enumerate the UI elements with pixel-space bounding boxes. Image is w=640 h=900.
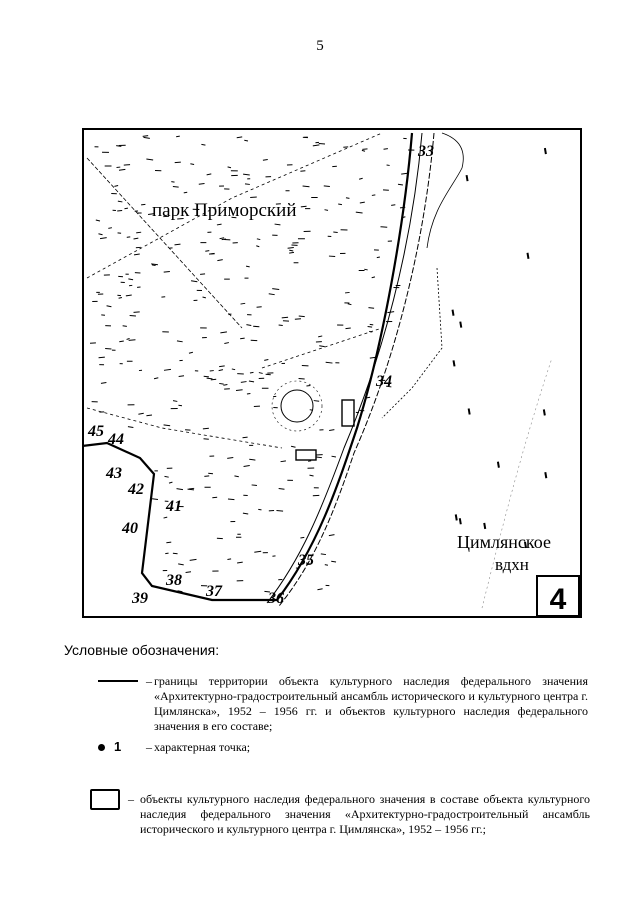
boundary-point-label: 43 [106, 465, 122, 482]
boundary-point-label: 40 [122, 520, 138, 537]
boundary-point-label: 41 [166, 498, 182, 515]
boundary-point-label: 45 [88, 423, 104, 440]
characteristic-point-number: 1 [114, 739, 122, 754]
vegetation-mark [279, 325, 283, 326]
vegetation-mark [227, 559, 231, 560]
vegetation-mark [124, 208, 127, 209]
vegetation-mark [243, 437, 248, 438]
reservoir-label: Цимлянское [457, 532, 551, 552]
vegetation-mark [303, 186, 310, 187]
vegetation-mark [190, 164, 194, 165]
vegetation-mark [391, 205, 395, 206]
vegetation-mark [276, 510, 283, 511]
vegetation-mark [108, 228, 112, 229]
vegetation-mark [345, 292, 350, 293]
vegetation-mark [289, 252, 294, 253]
vegetation-mark [165, 553, 168, 554]
vegetation-mark [186, 572, 191, 573]
vegetation-mark [384, 149, 388, 150]
vegetation-mark [321, 554, 326, 555]
boundary-point-label: 37 [206, 583, 222, 600]
vegetation-mark [325, 210, 329, 211]
water-mark [545, 148, 546, 154]
vegetation-mark [124, 165, 130, 166]
vegetation-mark [119, 298, 122, 299]
boundary-point-label: 38 [166, 572, 182, 589]
vegetation-mark [308, 461, 311, 462]
vegetation-mark [253, 326, 259, 327]
vegetation-mark [250, 372, 254, 373]
water-mark [460, 322, 461, 328]
vegetation-mark [299, 316, 305, 317]
vegetation-mark [279, 489, 285, 490]
boundary-point-label: 39 [132, 590, 148, 607]
vegetation-mark [325, 565, 328, 566]
vegetation-mark [173, 186, 179, 187]
vegetation-mark [282, 317, 288, 318]
vegetation-mark [204, 376, 209, 377]
legend-objects-text: объекты культурного наследия федерального значения в составе объекта культурного наследия федерального значения «Архитектурно-градостроительный ансамбль исторического и культурного центра г. Цимлянска», 1952 – 1956 гг.; [140, 792, 590, 836]
vegetation-mark [123, 326, 127, 327]
vegetation-mark [184, 192, 187, 193]
vegetation-mark [306, 386, 310, 387]
vegetation-mark [129, 340, 136, 341]
characteristic-point-symbol [98, 744, 105, 751]
vegetation-mark [203, 428, 209, 429]
vegetation-mark [205, 251, 209, 252]
vegetation-mark [345, 328, 350, 329]
vegetation-mark [372, 195, 375, 196]
vegetation-mark [136, 232, 141, 233]
vegetation-mark [300, 537, 304, 538]
vegetation-mark [199, 184, 205, 185]
water-mark [498, 462, 499, 468]
vegetation-mark [266, 374, 271, 375]
vegetation-mark [368, 308, 374, 309]
vegetation-mark [252, 485, 257, 486]
vegetation-mark [171, 182, 174, 183]
boundary-point-label: 44 [108, 431, 124, 448]
legend-dash: – [146, 674, 152, 688]
vegetation-mark [219, 383, 223, 384]
water-mark [453, 310, 454, 316]
vegetation-mark [245, 184, 250, 185]
vegetation-mark [166, 542, 171, 543]
water-mark [454, 360, 455, 366]
vegetation-mark [204, 439, 209, 440]
water-mark [456, 514, 457, 520]
vegetation-mark [368, 327, 373, 328]
vegetation-mark [263, 160, 268, 161]
map [82, 128, 582, 618]
reservoir-label-2: вдхн [495, 555, 529, 574]
park-label: парк Приморский [152, 200, 297, 221]
vegetation-mark [250, 197, 257, 198]
page-number: 5 [316, 38, 324, 54]
water-mark [544, 409, 545, 415]
vegetation-mark [99, 357, 105, 358]
water-mark [545, 472, 546, 478]
map-canvas [82, 128, 582, 618]
vegetation-mark [105, 348, 111, 349]
vegetation-mark [324, 186, 330, 187]
vegetation-mark [300, 171, 305, 172]
boundary-line-symbol [98, 680, 138, 682]
vegetation-mark [377, 257, 380, 258]
vegetation-mark [228, 499, 234, 500]
legend-point-text: характерная точка; [154, 740, 251, 754]
vegetation-mark [301, 206, 307, 207]
sheet-number: 4 [549, 583, 567, 616]
water-mark [484, 523, 485, 529]
boundary-point-label: 35 [298, 552, 314, 569]
boundary-point-label: 36 [268, 590, 284, 607]
water-mark [469, 408, 470, 414]
vegetation-mark [247, 393, 250, 394]
water-mark [527, 253, 528, 259]
legend-boundary-text: границы территории объекта культурного наследия федерального значения «Архитектурно-градостроительный ансамбль исторического и культурного центра г. Цимлянска», 1952 – 1956 гг. и объектов культурного наследия федерального значения в его составе; [154, 674, 588, 733]
legend-dash: – [146, 740, 152, 754]
vegetation-mark [211, 379, 216, 380]
boundary-point-label: 34 [376, 373, 392, 390]
vegetation-mark [212, 497, 217, 498]
legend-dash: – [128, 792, 134, 806]
water-mark [467, 175, 468, 181]
boundary-point-label: 33 [418, 143, 434, 160]
vegetation-mark [222, 239, 226, 240]
legend-heading: Условные обозначения: [64, 642, 220, 658]
heritage-object-symbol [90, 789, 120, 810]
vegetation-mark [141, 204, 145, 205]
vegetation-mark [223, 385, 227, 386]
vegetation-mark [346, 198, 349, 199]
vegetation-mark [240, 338, 245, 339]
vegetation-mark [208, 473, 213, 474]
vegetation-mark [176, 136, 180, 137]
vegetation-mark [380, 227, 387, 228]
boundary-point-label: 42 [128, 481, 144, 498]
vegetation-mark [338, 204, 342, 205]
vegetation-mark [244, 140, 248, 141]
vegetation-mark [219, 366, 225, 367]
water-mark [460, 518, 461, 524]
